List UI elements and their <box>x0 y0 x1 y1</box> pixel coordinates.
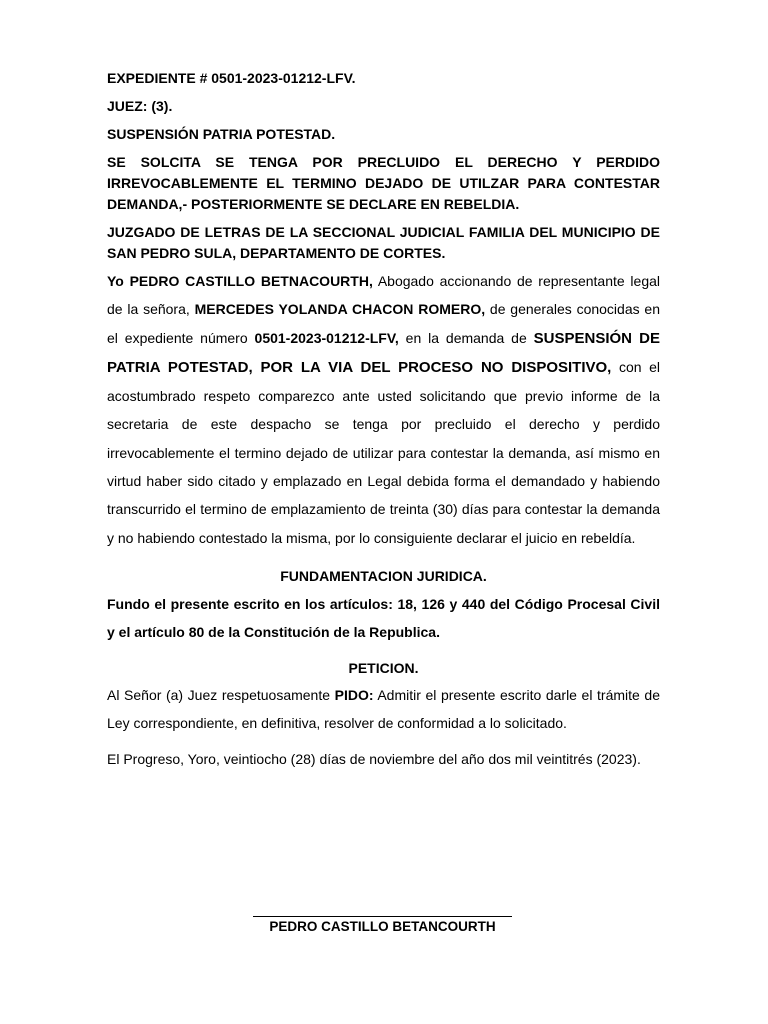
peticion-text-2: Admitir el presente escrito darle el trámite de Ley correspondiente, en definitiva, resolver de conformidad a lo solicitado. <box>107 686 660 731</box>
asunto-line: SUSPENSIÓN PATRIA POTESTAD. <box>107 126 336 142</box>
signature-line <box>253 916 512 917</box>
expediente-line: EXPEDIENTE # 0501-2023-01212-LFV. <box>107 70 356 86</box>
document-page <box>107 63 660 784</box>
place-date: El Progreso, Yoro, veintiocho (28) días de noviembre del año dos mil veintitrés (2023). <box>107 751 641 768</box>
pido-label: PIDO: <box>334 686 374 703</box>
solicitud-heading: SE SOLCITA SE TENGA POR PRECLUIDO EL DERECHO Y PERDIDO IRREVOCABLEMENTE EL TERMINO DEJADO DE UTILZAR PARA CONTESTAR DEMANDA,- POSTERIORMENTE SE DECLARE EN REBELDIA. <box>107 154 660 212</box>
fundamentacion-title: FUNDAMENTACION JURIDICA. <box>280 567 487 584</box>
client-name: MERCEDES YOLANDA CHACON ROMERO, <box>194 301 486 318</box>
intro-text-1: Abogado accionando de representante legal de la señora, <box>107 273 661 318</box>
intro-paragraph <box>107 267 660 552</box>
fundamentacion-text: Fundo el presente escrito en los artículos: 18, 126 y 440 del Código Procesal Civil y el artículo 80 de la Constitución de la Republica. <box>107 595 660 641</box>
peticion-title: PETICION. <box>348 659 419 676</box>
peticion-text-1: Al Señor (a) Juez respetuosamente <box>107 686 335 703</box>
signature-name: PEDRO CASTILLO BETANCOURTH <box>269 919 496 934</box>
intro-text-3: en la demanda de <box>398 329 534 346</box>
juez-line: JUEZ: (3). <box>107 98 173 114</box>
intro-text-4: con el acostumbrado respeto comparezco ante usted solicitando que previo informe de la secretaria de este despacho se tenga por precluido el derecho y perdido irrevocablemente el termino dejado de utilizar para contestar la demanda, así mismo en virtud haber sido citado y emplazado en Legal debida forma el demandado y habiendo transcurrido el termino de emplazamiento de treinta (30) días para contestar la demanda y no habiendo contestado la misma, por lo consiguiente declarar el juicio en rebeldía. <box>107 358 661 546</box>
proceso-title: SUSPENSIÓN DE PATRIA POTESTAD, POR LA VIA DEL PROCESO NO DISPOSITIVO, <box>107 329 660 376</box>
juzgado-heading: JUZGADO DE LETRAS DE LA SECCIONAL JUDICIAL FAMILIA DEL MUNICIPIO DE SAN PEDRO SULA, DEPARTAMENTO DE CORTES. <box>107 224 660 261</box>
attorney-name: Yo PEDRO CASTILLO BETNACOURTH, <box>107 273 373 289</box>
case-number: 0501-2023-01212-LFV, <box>254 329 399 346</box>
peticion-paragraph <box>107 681 660 738</box>
intro-text-2: de generales conocidas en el expediente número <box>107 301 660 346</box>
